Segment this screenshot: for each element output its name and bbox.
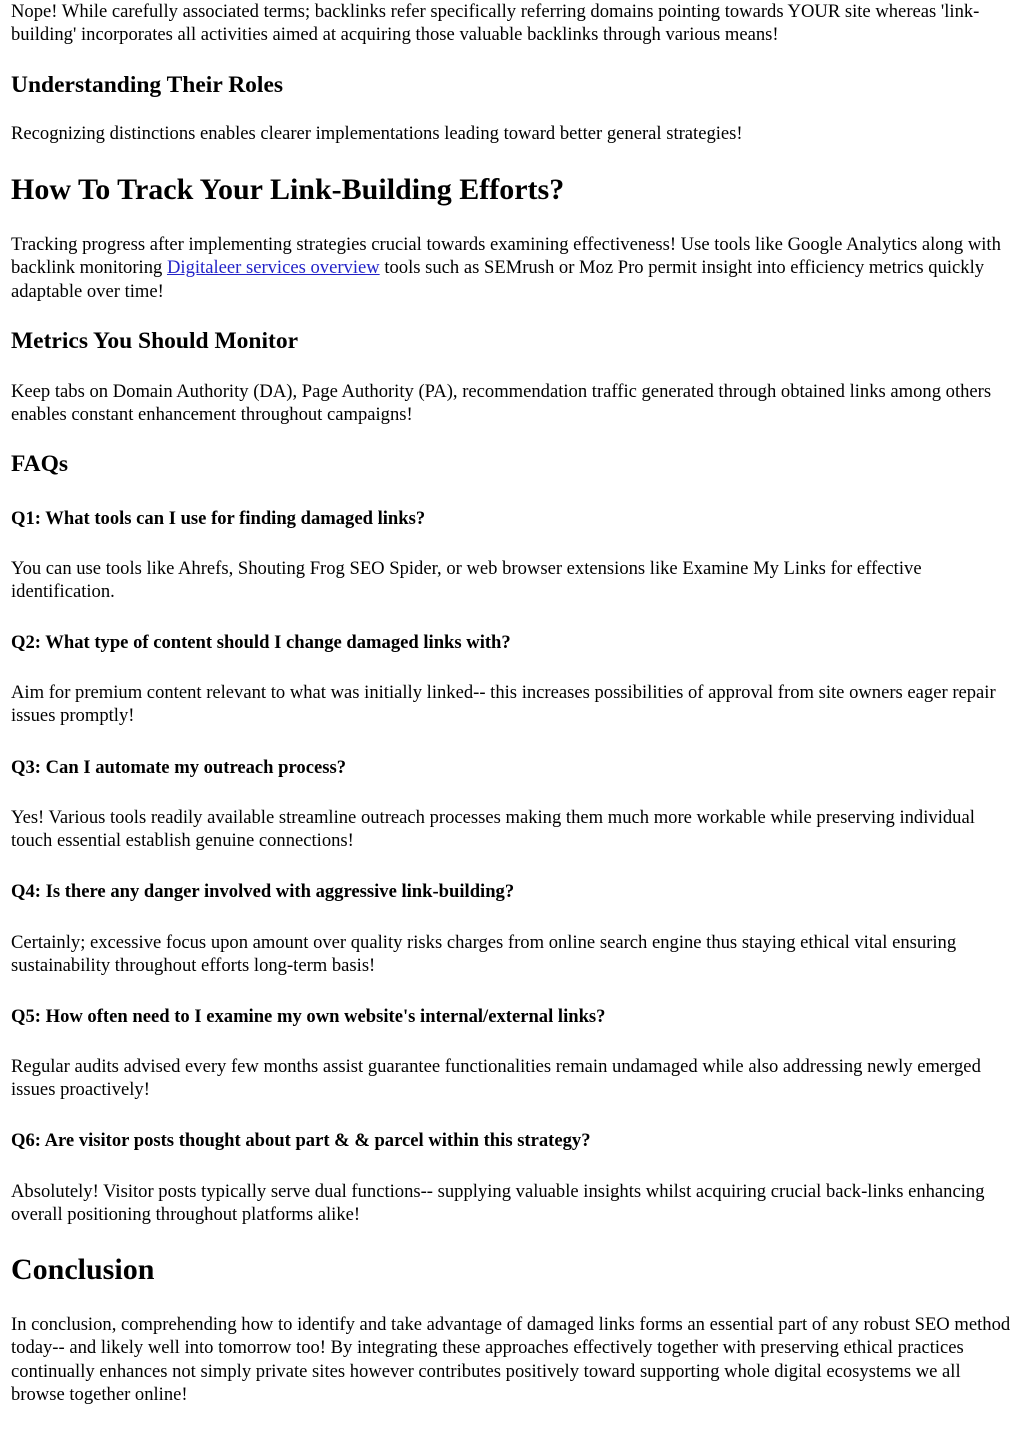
faq-question-5: Q5: How often need to I examine my own website's internal/external links? [11, 1006, 606, 1027]
digitaleer-services-link[interactable]: Digitaleer services overview [166, 257, 380, 279]
faq-answer-2: Aim for premium content relevant to what was initially linked-- this increases possibilities of approval from site owners eager repair issues promptly! [11, 682, 996, 727]
faq-answer-6: Absolutely! Visitor posts typically serve dual functions-- supplying valuable insights whilst acquiring crucial back-links enhancing overall positioning throughout platforms alike! [11, 1181, 985, 1226]
faq-question-1: Q1: What tools can I use for finding damaged links? [11, 508, 426, 529]
intro-paragraph: Nope! While carefully associated terms; backlinks refer specifically referring domains pointing towards YOUR site whereas 'link-building' incorporates all activities aimed at acquiring those valuable backlinks through various means! [11, 1, 980, 46]
conclusion-paragraph: In conclusion, comprehending how to identify and take advantage of damaged links forms an essential part of any robust SEO method today-- and likely well into tomorrow too! By integrating these approaches effectively together with preserving ethical practices continually enhances not simply private sites however contributes positively toward supporting whole digital ecosystems we all browse together online! [11, 1314, 1011, 1405]
heading-conclusion: Conclusion [11, 1253, 155, 1286]
heading-faqs: FAQs [11, 451, 69, 477]
heading-track-efforts: How To Track Your Link-Building Efforts? [11, 173, 565, 206]
faq-answer-5: Regular audits advised every few months assist guarantee functionalities remain undamaged while also addressing newly emerged issues proactively! [11, 1056, 981, 1101]
faq-question-3: Q3: Can I automate my outreach process? [11, 757, 347, 778]
faq-answer-3: Yes! Various tools readily available streamline outreach processes making them much more workable while preserving individual touch essential establish genuine connections! [11, 807, 975, 852]
metrics-paragraph: Keep tabs on Domain Authority (DA), Page Authority (PA), recommendation traffic generated through obtained links among others enables constant enhancement throughout campaigns! [11, 381, 992, 426]
roles-paragraph: Recognizing distinctions enables clearer implementations leading toward better general strategies! [11, 123, 743, 144]
faq-question-4: Q4: Is there any danger involved with aggressive link-building? [11, 881, 515, 902]
tracking-text-after: tools such as SEMrush or Moz Pro permit insight into efficiency metrics quickly adaptable over time! [11, 257, 985, 302]
tracking-paragraph [11, 233, 1014, 303]
faq-answer-1: You can use tools like Ahrefs, Shouting Frog SEO Spider, or web browser extensions like Examine My Links for effective identification. [11, 558, 922, 603]
faq-answer-4: Certainly; excessive focus upon amount over quality risks charges from online search engine thus staying ethical vital ensuring sustainability throughout efforts long-term basis! [11, 932, 957, 977]
heading-metrics-monitor: Metrics You Should Monitor [11, 328, 299, 354]
tracking-text-before: Tracking progress after implementing strategies crucial towards examining effectiveness! Use tools like Google Analytics along with backlink monitoring [11, 234, 1001, 279]
faq-question-6: Q6: Are visitor posts thought about part & & parcel within this strategy? [11, 1130, 591, 1151]
faq-question-2: Q2: What type of content should I change damaged links with? [11, 632, 511, 653]
heading-understanding-roles: Understanding Their Roles [11, 72, 284, 98]
